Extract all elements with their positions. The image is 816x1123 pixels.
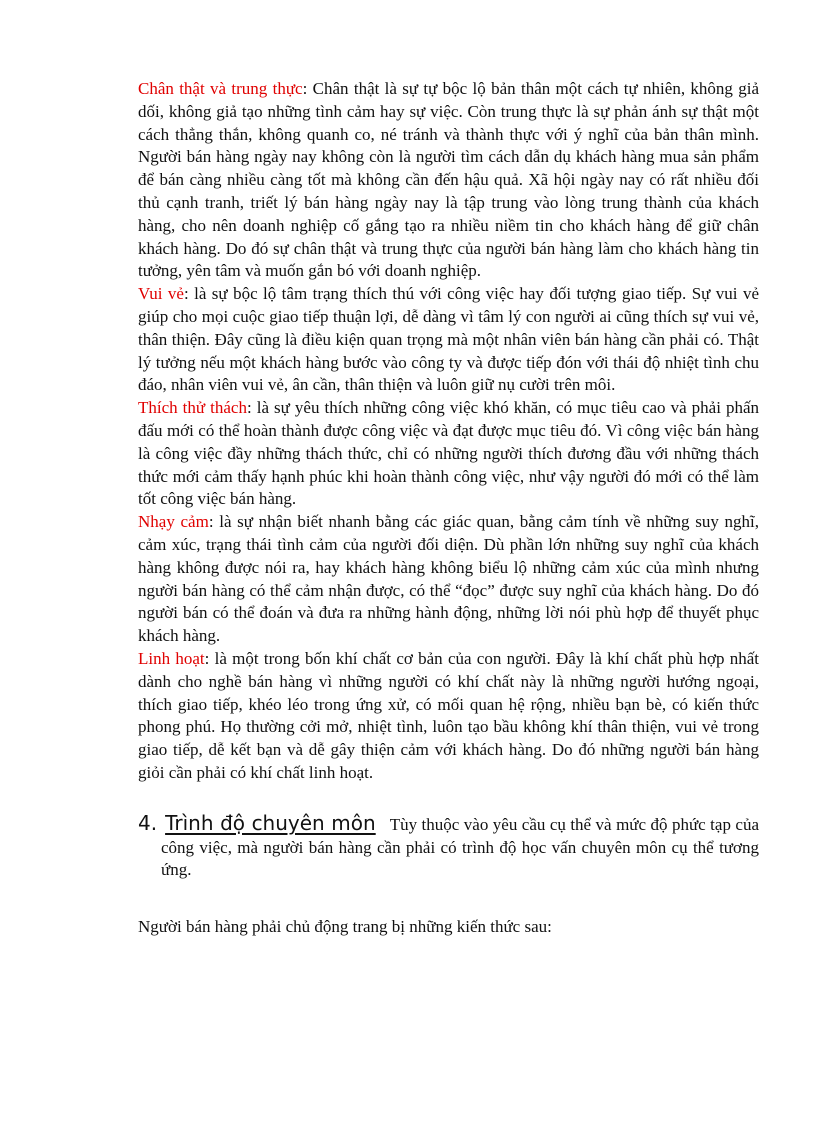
paragraph-text: là một trong bốn khí chất cơ bản của con người. Đây là khí chất phù hợp nhất dành cho nghề bán hàng vì những người có khí chất này là những người hướng ngoại, thích giao tiếp, khéo léo trong ứng xử, có mối quan hệ rộng, nhiều bạn bè, có kiến thức phong phú. Họ thường cởi mở, nhiệt tình, luôn tạo bầu không khí thân thiện, vui vẻ trong giao tiếp, dễ kết bạn và dễ gây thiện cảm với khách hàng. Do đó những người bán hàng giỏi cần phải có khí chất linh hoạt.: [138, 648, 759, 782]
paragraph-text: Chân thật là sự tự bộc lộ bản thân một cách tự nhiên, không giả dối, không giả tạo những tình cảm hay sự việc. Còn trung thực là sự phản ánh sự thật một cách thẳng thắn, không quanh co, né tránh và thành thực với ý nghĩ của bản thân mình. Người bán hàng ngày nay không còn là người tìm cách dẫn dụ khách hàng mua sản phẩm để bán càng nhiều càng tốt mà không cần đến hậu quả. Xã hội ngày nay có rất nhiều đối thủ cạnh tranh, triết lý bán hàng ngày nay là tập trung vào lòng trung thành của khách hàng, cho nên doanh nghiệp cố gắng tạo ra nhiều niềm tin cho khách hàng để giữ chân khách hàng. Do đó sự chân thật và trung thực của người bán hàng làm cho khách hàng tin tưởng, yên tâm và muốn gắn bó với doanh nghiệp.: [138, 79, 759, 281]
term-flexible: Linh hoạt: [138, 648, 205, 668]
document-page: [138, 78, 759, 939]
section-heading: [138, 812, 759, 882]
section-heading-line: [138, 812, 759, 882]
section-title: Trình độ chuyên môn: [165, 810, 376, 835]
closing-paragraph: Người bán hàng phải chủ động trang bị những kiến thức sau:: [138, 917, 552, 937]
paragraph-cheerful: [138, 283, 759, 397]
term-separator: :: [208, 512, 214, 532]
section-number: 4.: [138, 810, 158, 835]
section-text: Tùy thuộc vào yêu cầu cụ thể và mức độ phức tạp của công việc, mà người bán hàng cần phải có trình độ học vấn chuyên môn cụ thể tương ứng.: [161, 814, 759, 880]
paragraph-sensitive: [138, 511, 759, 648]
term-honesty: Chân thật và trung thực: [138, 79, 303, 98]
paragraph-honesty: [138, 78, 759, 283]
term-sensitive: Nhạy cảm: [138, 512, 209, 532]
paragraph-text: là sự bộc lộ tâm trạng thích thú với công việc hay đối tượng giao tiếp. Sự vui vẻ giúp cho mọi cuộc giao tiếp thuận lợi, dễ dàng vì tâm lý con người ai cũng thích sự vui vẻ, thân thiện. Đây cũng là điều kiện quan trọng mà một nhân viên bán hàng cần phải có. Thật lý tưởng nếu một khách hàng bước vào công ty và được tiếp đón với thái độ nhiệt tình chu đáo, nhân viên vui vẻ, ân cần, thân thiện và luôn giữ nụ cười trên môi.: [138, 284, 759, 395]
paragraph-challenge: [138, 397, 759, 511]
paragraph-text: là sự yêu thích những công việc khó khăn, có mục tiêu cao và phải phấn đấu mới có thể hoàn thành được công việc và đạt được mục tiêu đó. Vì công việc bán hàng là công việc đầy những thách thức, chỉ có những người thích đương đầu với những thách thức mới cảm thấy hạnh phúc khi hoàn thành công việc, như vậy người đó mới có thể làm tốt công việc bán hàng.: [138, 398, 760, 509]
term-separator: :: [204, 648, 210, 668]
term-separator: :: [246, 398, 252, 418]
term-cheerful: Vui vẻ: [138, 284, 184, 304]
term-challenge: Thích thử thách: [138, 398, 247, 418]
paragraph-text: là sự nhận biết nhanh bằng các giác quan, bằng cảm tính về những suy nghĩ, cảm xúc, trạng thái tình cảm của người đối diện. Dù phần lớn những suy nghĩ của khách hàng không được nói ra, hay khách hàng không biểu lộ những cảm xúc của mình nhưng người bán hàng có thể cảm nhận được, có thể “đọc” được suy nghĩ của khách hàng. Do đó người bán có thể đoán và đưa ra những hành động, những lời nói phù hợp để thuyết phục khách hàng.: [138, 512, 759, 646]
paragraph-flexible: [138, 648, 759, 785]
term-separator: :: [183, 284, 189, 304]
term-separator: :: [302, 79, 308, 98]
